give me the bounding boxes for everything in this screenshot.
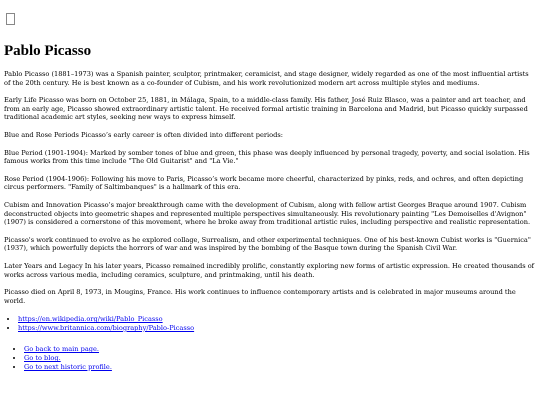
- list-item: [24, 345, 535, 354]
- later-works-paragraph: Picasso's work continued to evolve as he explored collage, Surrealism, and other experimental techniques. One of his best-known Cubist works is "Guernica" (1937), which powerfully depicts the horrors of war and was inspired by the bombing of the Basque town during the Spanish Civil War.: [4, 235, 531, 253]
- list-item: [24, 354, 535, 363]
- wikipedia-link[interactable]: https://en.wikipedia.org/wiki/Pablo_Picasso: [18, 315, 163, 324]
- broken-image-icon: [6, 13, 15, 25]
- list-item: [18, 315, 535, 324]
- britannica-link[interactable]: https://www.britannica.com/biography/Pablo-Picasso: [18, 323, 195, 332]
- blue-period-paragraph: Blue Period (1901-1904): Marked by somber tones of blue and green, this phase was deeply influenced by personal tragedy, poverty, and social isolation. His famous works from this time include "The Old Guitarist" and "La Vie.": [4, 148, 530, 166]
- death-paragraph: Picasso died on April 8, 1973, in Mougins, France. His work continues to influence contemporary artists and is celebrated in major museums around the world.: [4, 288, 516, 305]
- page-title: Pablo Picasso: [4, 43, 92, 59]
- list-item: [18, 324, 535, 333]
- cubism-paragraph: Cubism and Innovation Picasso’s major breakthrough came with the development of Cubism, along with fellow artist Georges Braque around 1907. Cubism deconstructed objects into geometric shapes and represented multiple perspectives simultaneously. His revolutionary painting "Les Demoiselles d'Avignon" (1907) is considered a cornerstone of this movement, where he broke away from traditional artistic rules, including perspective and realistic representation.: [4, 200, 531, 227]
- periods-intro-paragraph: Blue and Rose Periods Picasso’s early career is often divided into different periods:: [4, 130, 283, 139]
- list-item: [24, 363, 535, 372]
- main-page-link[interactable]: Go back to main page.: [24, 345, 99, 354]
- blog-link[interactable]: Go to blog.: [24, 354, 61, 363]
- early-life-paragraph: Early Life Picasso was born on October 25, 1881, in Málaga, Spain, to a middle-class family. His father, José Ruiz Blasco, was a painter and art teacher, and from an early age, Picasso showed extraordinary artistic talent. He received formal artistic training in Barcelona and Madrid, but Picasso quickly surpassed traditional academic art styles, seeking new ways to express himself.: [4, 96, 528, 122]
- navigation-list: [4, 345, 535, 371]
- intro-paragraph: Pablo Picasso (1881–1973) was a Spanish painter, sculptor, printmaker, ceramicist, and stage designer, widely regarded as one of the most influential artists of the 20th century. He is best known as a co-founder of Cubism, and his work revolutionized modern art across multiple styles and mediums.: [4, 70, 529, 87]
- rose-period-paragraph: Rose Period (1904-1906): Following his move to Paris, Picasso’s work became more cheerful, characterized by pinks, reds, and ochres, and often depicting circus performers. "Family of Saltimbanques" is a hallmark of this era.: [4, 174, 524, 192]
- reference-list: [4, 315, 535, 332]
- next-profile-link[interactable]: Go to next historic profile.: [24, 362, 112, 371]
- legacy-paragraph: Later Years and Legacy In his later years, Picasso remained incredibly prolific, constantly exploring new forms of artistic expression. He created thousands of works across various media, including ceramics, sculpture, and printmaking, until his death.: [4, 261, 535, 279]
